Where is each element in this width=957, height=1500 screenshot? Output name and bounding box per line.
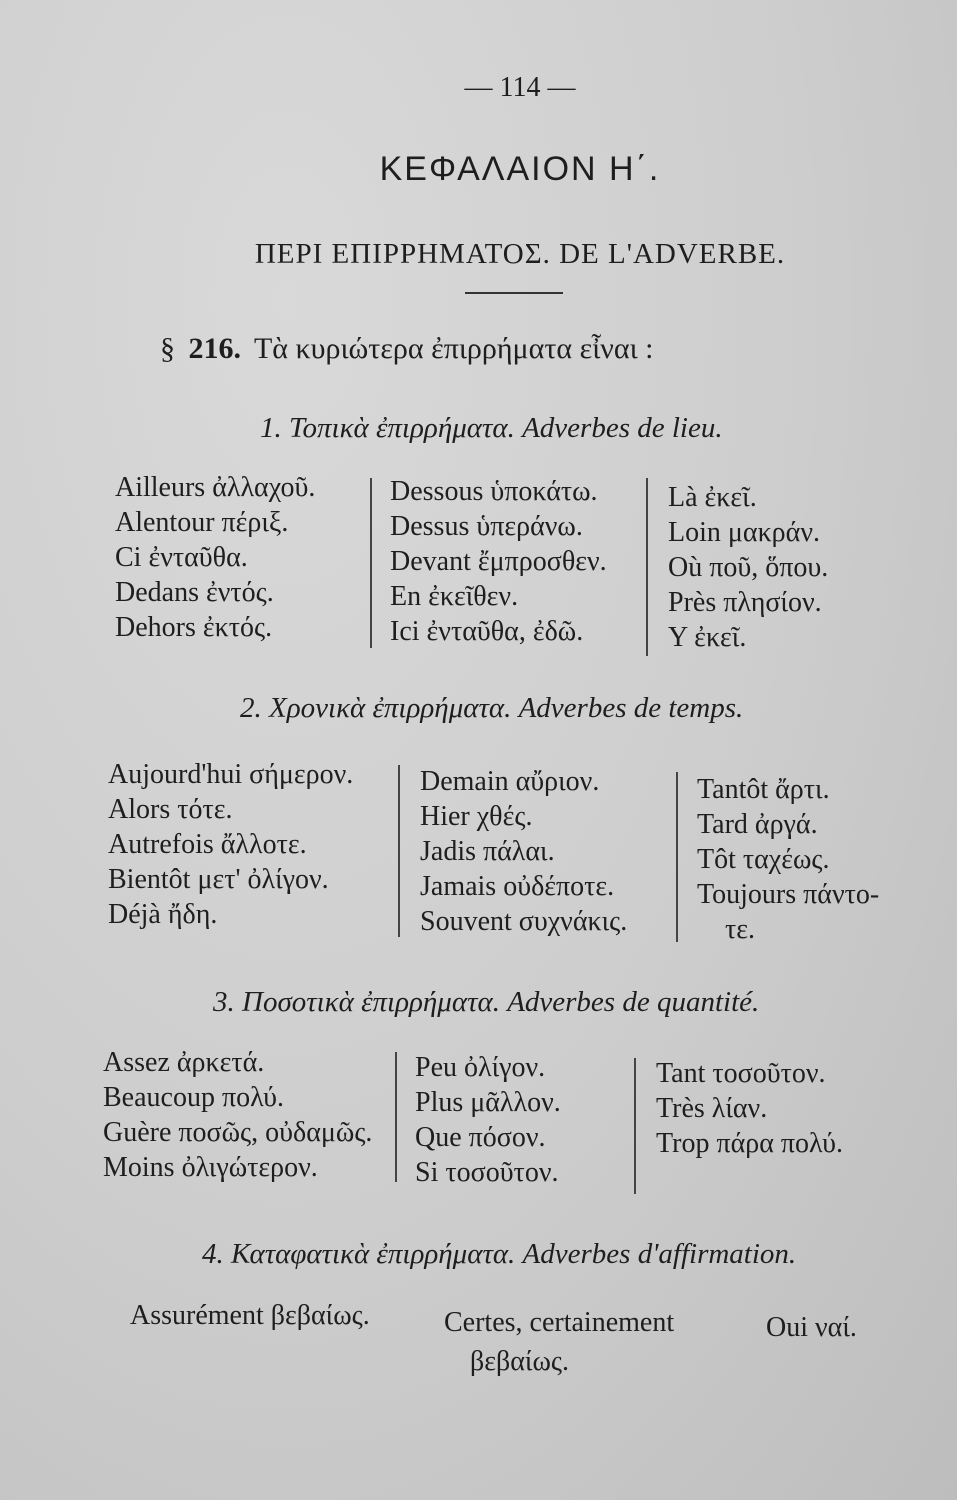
list-item: Beaucoup πολύ. bbox=[103, 1082, 285, 1113]
list-item: βεβαίως. bbox=[470, 1346, 569, 1377]
column-divider bbox=[398, 765, 400, 937]
list-item: Peu ὀλίγον. bbox=[415, 1052, 546, 1083]
list-item: Ailleurs ἀλλαχοῦ. bbox=[115, 472, 316, 503]
list-item: Où ποῦ, ὅπου. bbox=[668, 552, 829, 583]
section-title-lieu: 1. Τοπικὰ ἐπιρρήματα. Adverbes de lieu. bbox=[260, 412, 723, 444]
column-divider bbox=[646, 478, 648, 656]
temps-column-1 bbox=[108, 757, 353, 932]
list-item: Bientôt μετ' ὀλίγον. bbox=[108, 864, 329, 895]
column-divider bbox=[676, 772, 678, 942]
section-title-affirmation: 4. Καταφατικὰ ἐπιρρήματα. Adverbes d'affirmation. bbox=[202, 1238, 797, 1270]
section-title-temps: 2. Χρονικὰ ἐπιρρήματα. Adverbes de temps. bbox=[240, 692, 744, 724]
column-divider bbox=[370, 478, 372, 648]
title-divider bbox=[465, 292, 563, 294]
page-number: — 114 — bbox=[464, 72, 576, 103]
list-item: Ici ἐνταῦθα, ἐδῶ. bbox=[390, 616, 584, 647]
list-item: Alors τότε. bbox=[108, 794, 233, 825]
list-item: Y ἐκεῖ. bbox=[668, 622, 747, 653]
list-item: Si τοσοῦτον. bbox=[415, 1157, 559, 1188]
list-item: Assurément βεβαίως. bbox=[130, 1300, 370, 1331]
list-item: Près πλησίον. bbox=[668, 587, 822, 618]
list-item: En ἐκεῖθεν. bbox=[390, 581, 519, 612]
list-item: Là ἐκεῖ. bbox=[668, 482, 757, 513]
list-item: Devant ἔμπροσθεν. bbox=[390, 546, 607, 577]
list-item: Guère ποσῶς, οὐδαμῶς. bbox=[103, 1117, 373, 1148]
paragraph-216 bbox=[160, 332, 654, 366]
temps-column-2 bbox=[420, 764, 627, 939]
quantite-column-1 bbox=[103, 1045, 372, 1185]
list-item: Souvent συχνάκις. bbox=[420, 906, 628, 937]
list-item: Ci ἐνταῦθα. bbox=[115, 542, 248, 573]
list-item: Dessous ὑποκάτω. bbox=[390, 476, 598, 507]
list-item: Tantôt ἄρτι. bbox=[697, 774, 830, 805]
list-item: Autrefois ἄλλοτε. bbox=[108, 829, 307, 860]
section-title-quantite: 3. Ποσοτικὰ ἐπιρρήματα. Adverbes de quantité. bbox=[213, 986, 760, 1018]
list-item: Très λίαν. bbox=[656, 1093, 768, 1124]
list-item: τε. bbox=[725, 914, 756, 945]
list-item: Loin μακράν. bbox=[668, 517, 820, 548]
paragraph-mark: § bbox=[160, 332, 175, 365]
list-item: Tôt ταχέως. bbox=[697, 844, 830, 875]
list-item: Jadis πάλαι. bbox=[420, 836, 555, 867]
list-item: Déjà ἤδη. bbox=[108, 899, 218, 930]
list-item: Oui ναί. bbox=[766, 1312, 857, 1343]
list-item: Tant τοσοῦτον. bbox=[656, 1058, 826, 1089]
section-subtitle: ΠΕΡΙ ΕΠΙΡΡΗΜΑΤΟΣ. DE L'ADVERBE. bbox=[254, 238, 786, 270]
column-divider bbox=[395, 1052, 397, 1182]
list-item: Assez ἀρκετά. bbox=[103, 1047, 265, 1078]
list-item: Aujourd'hui σήμερον. bbox=[108, 759, 354, 790]
paragraph-text: Τὰ κυριώτερα ἐπιρρήματα εἶναι : bbox=[253, 332, 654, 365]
quantite-column-3 bbox=[656, 1056, 843, 1161]
list-item: Trop πάρα πολύ. bbox=[656, 1128, 843, 1159]
list-item: Que πόσον. bbox=[415, 1122, 546, 1153]
list-item: Moins ὀλιγώτερον. bbox=[103, 1152, 318, 1183]
chapter-title: ΚΕΦΑΛΑΙΟΝ Η΄. bbox=[379, 150, 661, 188]
list-item: Jamais οὐδέποτε. bbox=[420, 871, 615, 902]
list-item: Demain αὔριον. bbox=[420, 766, 600, 797]
list-item: Certes, certainement bbox=[444, 1307, 675, 1338]
temps-column-3 bbox=[697, 772, 879, 947]
paragraph-number: 216. bbox=[188, 332, 241, 365]
lieu-column-3 bbox=[668, 480, 828, 655]
list-item: Toujours πάντο- bbox=[697, 879, 880, 910]
list-item: Dessus ὑπεράνω. bbox=[390, 511, 583, 542]
column-divider bbox=[634, 1058, 636, 1194]
list-item: Dehors ἐκτός. bbox=[115, 612, 273, 643]
lieu-column-1 bbox=[115, 470, 315, 645]
list-item: Tard ἀργά. bbox=[697, 809, 818, 840]
list-item: Dedans ἐντός. bbox=[115, 577, 274, 608]
quantite-column-2 bbox=[415, 1050, 561, 1190]
list-item: Alentour πέριξ. bbox=[115, 507, 289, 538]
list-item: Plus μᾶλλον. bbox=[415, 1087, 561, 1118]
lieu-column-2 bbox=[390, 474, 607, 649]
list-item: Hier χθές. bbox=[420, 801, 533, 832]
